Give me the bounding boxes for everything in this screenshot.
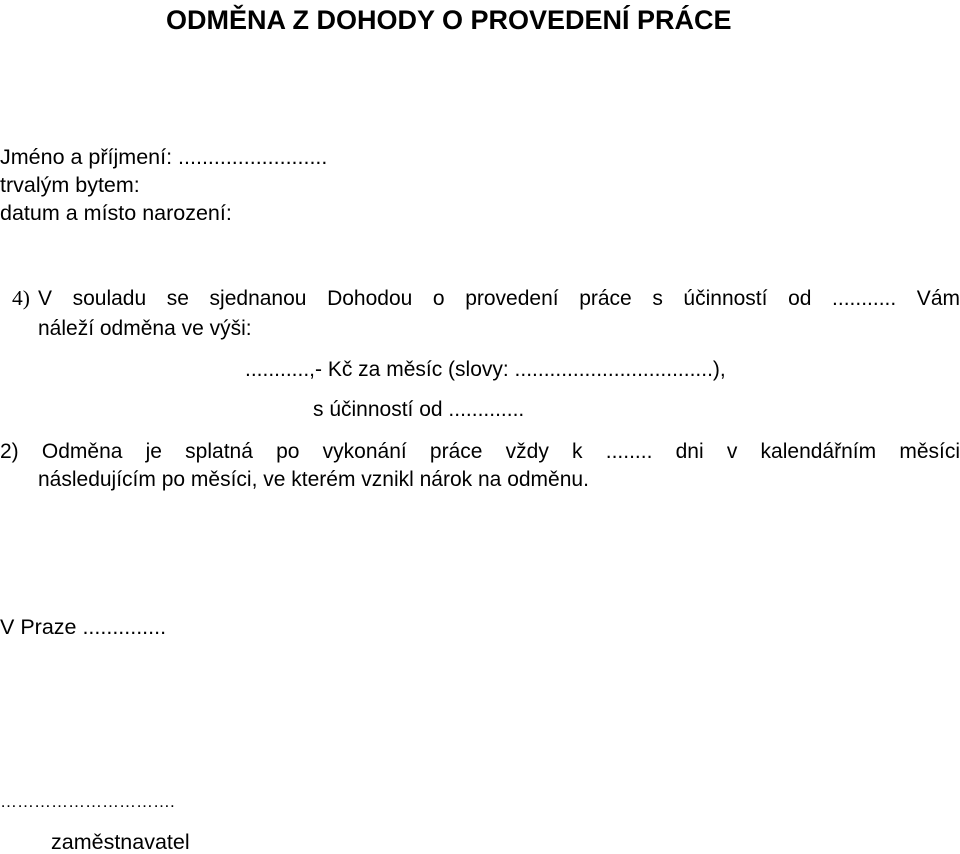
clause-2-line-1: 2) Odměna je splatná po vykonání práce vždy k ........ dni v kalendářním měsíci [0,440,960,463]
signature-label: zaměstnavatel [51,830,190,854]
residence-field: trvalým bytem: [0,173,140,197]
effective-date-line: s účinností od ............. [313,398,525,421]
clause-4-line-1: V souladu se sjednanou Dohodou o provedení práce s účinností od ........... Vám [38,287,960,310]
name-field: Jméno a příjmení: ......................... [0,145,328,169]
page-title: ODMĚNA Z DOHODY O PROVEDENÍ PRÁCE [166,5,732,35]
amount-line: ...........,- Kč za měsíc (slovy: ..................................), [245,358,726,381]
clause-2-line-2: následujícím po měsíci, ve kterém vznikl nárok na odměnu. [38,468,589,491]
place-line: V Praze .............. [0,615,167,639]
birth-field: datum a místo narození: [0,201,232,225]
clause-4-line-2: náleží odměna ve výši: [38,317,252,340]
signature-dots: …………………………. [0,792,175,811]
clause-4-number: 4) [12,286,30,310]
